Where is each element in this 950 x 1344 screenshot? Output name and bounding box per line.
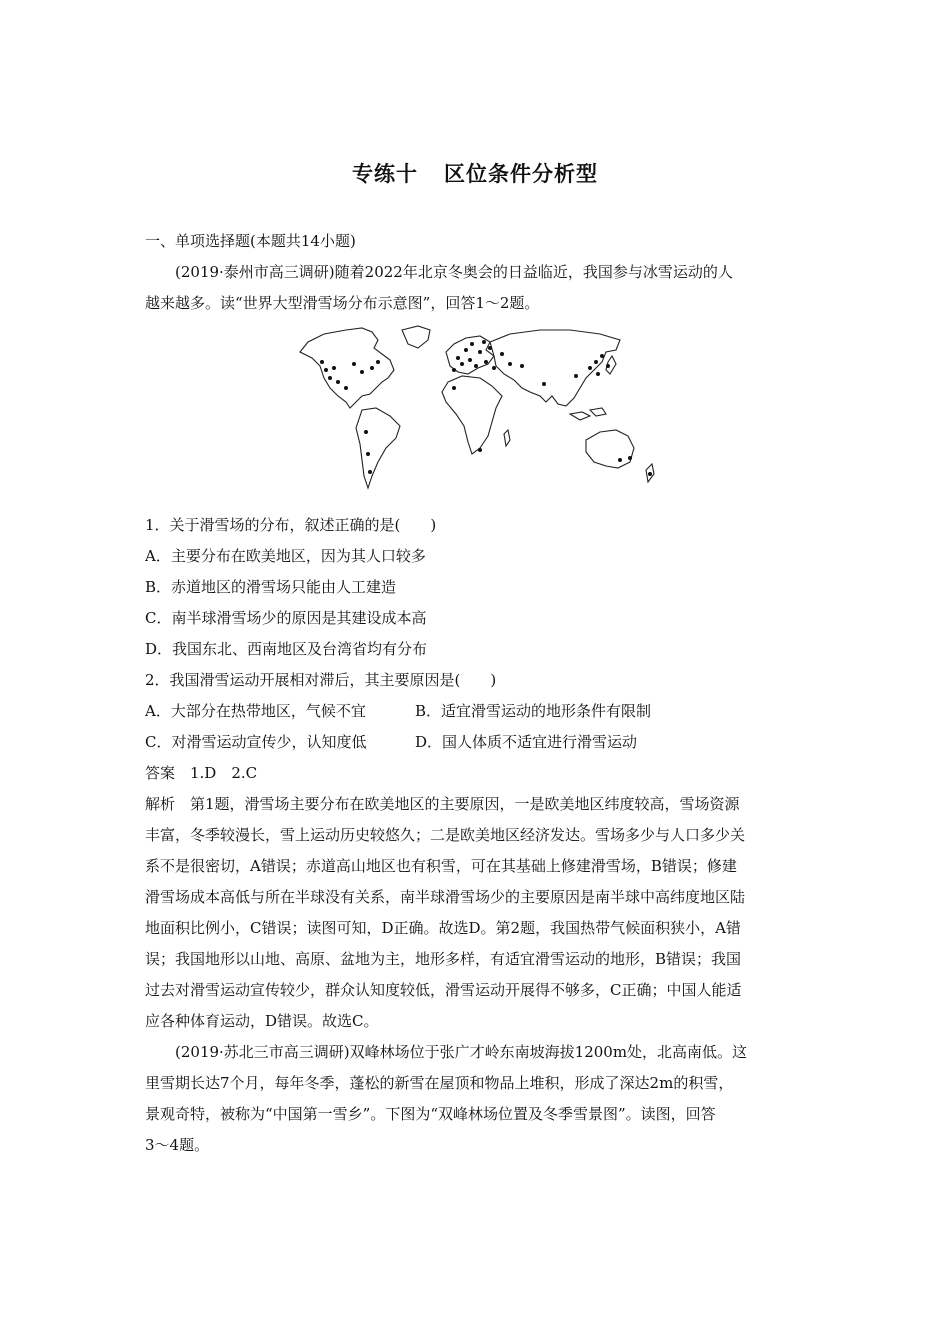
ski-resort-dot [352, 362, 356, 366]
ski-resort-dot [648, 472, 652, 476]
analysis-line: 系不是很密切，A错误；赤道高山地区也有积雪，可在其基础上修建滑雪场，B错误；修建 [145, 857, 737, 875]
q2-option-d: D．国人体质不适宜进行滑雪运动 [415, 733, 638, 751]
ski-resort-dot [500, 352, 504, 356]
ski-resort-dot [328, 376, 332, 380]
ski-resort-dot [456, 356, 460, 360]
analysis-line: 解析 第1题，滑雪场主要分布在欧美地区的主要原因，一是欧美地区纬度较高，雪场资源 [145, 795, 740, 813]
ski-resort-dot [470, 342, 474, 346]
ski-resort-dot [478, 448, 482, 452]
q1-option-c: C．南半球滑雪场少的原因是其建设成本高 [145, 609, 427, 627]
analysis-line: 应各种体育运动，D错误。故选C。 [145, 1012, 379, 1030]
ski-resort-dot [368, 470, 372, 474]
intro2-line: 景观奇特，被称为“中国第一雪乡”。下图为“双峰林场位置及冬季雪景图”。读图，回答 [145, 1105, 716, 1123]
ski-resort-dot [474, 364, 478, 368]
ski-resort-dot [360, 370, 364, 374]
ski-resort-dot [488, 346, 492, 350]
ski-resort-dot [320, 360, 324, 364]
southeast-asia-islands [570, 408, 606, 420]
title-sub: 区位条件分析型 [444, 162, 598, 186]
q1-option-d: D．我国东北、西南地区及台湾省均有分布 [145, 640, 428, 658]
ski-resort-dot [478, 350, 482, 354]
intro-line: (2019·泰州市高三调研)随着2022年北京冬奥会的日益临近，我国参与冰雪运动的人 [175, 263, 733, 281]
question-1-stem: 1．关于滑雪场的分布，叙述正确的是( ) [145, 516, 437, 534]
question-block-1 [145, 226, 810, 319]
ski-resort-dot [370, 366, 374, 370]
ski-resort-dot [464, 348, 468, 352]
greenland-outline [402, 326, 430, 348]
analysis-line: 过去对滑雪运动宣传较少，群众认知度较低，滑雪运动开展得不够多，C正确；中国人能适 [145, 981, 742, 999]
south-america-outline [356, 408, 400, 488]
ski-resort-dot [542, 382, 546, 386]
ski-resort-dot [596, 372, 600, 376]
ski-resort-dot [628, 456, 632, 460]
ski-resort-dot [366, 452, 370, 456]
world-ski-resort-map [290, 322, 662, 494]
ski-resort-dot [482, 340, 486, 344]
page-title [0, 158, 950, 188]
ski-resort-dot [588, 366, 592, 370]
ski-resort-dot [324, 368, 328, 372]
africa-outline [442, 376, 502, 454]
ski-resort-dot [492, 366, 496, 370]
q1-option-b: B．赤道地区的滑雪场只能由人工建造 [145, 578, 397, 596]
questions-block [145, 510, 810, 1161]
q2-option-a: A．大部分在热带地区，气候不宜 [145, 702, 366, 720]
answer-line: 答案 1.D 2.C [145, 764, 258, 782]
ski-resort-dot [520, 364, 524, 368]
north-america-outline [300, 328, 394, 408]
title-main: 专练十 [352, 162, 418, 186]
question-2-stem: 2．我国滑雪运动开展相对滞后，其主要原因是( ) [145, 671, 497, 689]
ski-resort-dot [468, 358, 472, 362]
ski-resort-dot [594, 360, 598, 364]
ski-resort-dot [606, 364, 610, 368]
section-heading: 一、单项选择题(本题共14小题) [145, 232, 356, 250]
ski-resort-dot [460, 362, 464, 366]
ski-resort-dot [332, 366, 336, 370]
ski-resort-dot [600, 354, 604, 358]
ski-resort-dot [452, 386, 456, 390]
asia-outline [490, 330, 620, 406]
q2-option-c: C．对滑雪运动宣传少，认知度低 [145, 733, 367, 751]
q2-option-row [145, 696, 810, 727]
ski-resort-dot [574, 374, 578, 378]
madagascar-outline [504, 430, 510, 446]
ski-resort-dot [452, 368, 456, 372]
ski-resort-dot [484, 360, 488, 364]
ski-resort-dot [336, 380, 340, 384]
q2-option-b: B．适宜滑雪运动的地形条件有限制 [415, 702, 652, 720]
ski-resort-dot [508, 362, 512, 366]
q2-option-row [145, 727, 810, 758]
intro2-line: (2019·苏北三市高三调研)双峰林场位于张广才岭东南坡海拔1200m处，北高南低。这 [175, 1043, 748, 1061]
analysis-line: 滑雪场成本高低与所在半球没有关系，南半球滑雪场少的主要原因是南半球中高纬度地区陆 [145, 888, 746, 906]
ski-resort-dot [364, 430, 368, 434]
australia-outline [586, 430, 634, 468]
analysis-line: 地面积比例小，C错误；读图可知，D正确。故选D。第2题，我国热带气候面积狭小，A错 [145, 919, 741, 937]
ski-resort-dot [344, 386, 348, 390]
intro-line: 越来越多。读“世界大型滑雪场分布示意图”，回答1～2题。 [145, 294, 540, 312]
intro2-line: 3～4题。 [145, 1136, 210, 1154]
q1-option-a: A．主要分布在欧美地区，因为其人口较多 [145, 547, 426, 565]
analysis-line: 误；我国地形以山地、高原、盆地为主，地形多样，有适宜滑雪运动的地形，B错误；我国 [145, 950, 742, 968]
analysis-line: 丰富，冬季较漫长，雪上运动历史较悠久；二是欧美地区经济发达。雪场多少与人口多少关 [145, 826, 746, 844]
ski-resort-dot [376, 360, 380, 364]
intro2-line: 里雪期长达7个月，每年冬季，蓬松的新雪在屋顶和物品上堆积，形成了深达2m的积雪， [145, 1074, 734, 1092]
ski-resort-dot [618, 458, 622, 462]
